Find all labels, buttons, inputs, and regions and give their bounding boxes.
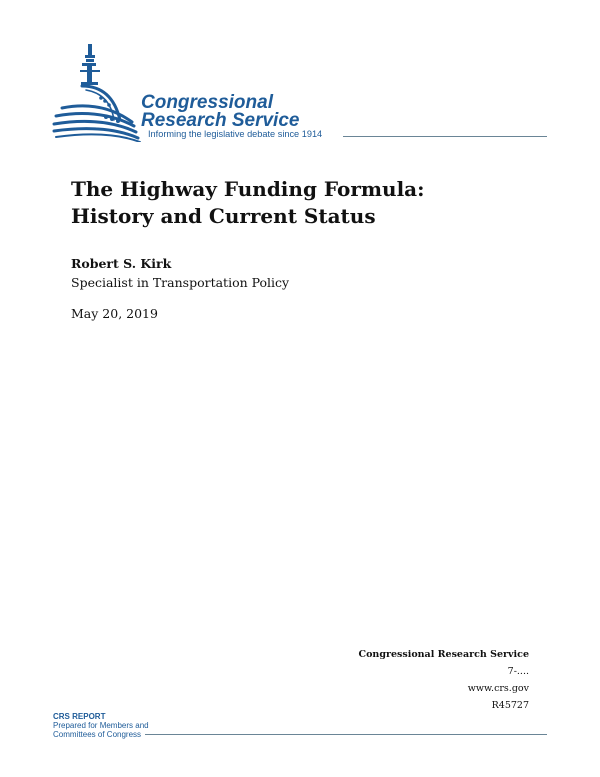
tagline: Informing the legislative debate since 1914 (148, 129, 323, 139)
author-role: Specialist in Transportation Policy (71, 275, 290, 290)
title-line-2: History and Current Status (71, 204, 376, 228)
footer-line-2: Committees of Congress (53, 730, 142, 739)
org-name-line1: Congressional (141, 92, 273, 113)
header-divider (343, 136, 547, 137)
contact-website: www.crs.gov (467, 683, 529, 694)
org-name-line2: Research Service (141, 110, 300, 131)
crs-report-footer (53, 712, 149, 739)
contact-phone: 7-.... (507, 666, 529, 677)
crs-logo (52, 42, 352, 142)
footer-line-1: Prepared for Members and (53, 721, 149, 730)
title-line-1: The Highway Funding Formula: (71, 177, 425, 201)
contact-organization: Congressional Research Service (358, 649, 529, 660)
publication-date: May 20, 2019 (71, 306, 158, 321)
footer-divider (145, 734, 547, 735)
document-title (71, 176, 425, 230)
capitol-dome-icon (52, 42, 147, 142)
report-number: R45727 (491, 700, 529, 711)
footer-label: CRS REPORT (53, 712, 106, 721)
contact-block (359, 646, 529, 714)
author-name: Robert S. Kirk (71, 256, 172, 271)
